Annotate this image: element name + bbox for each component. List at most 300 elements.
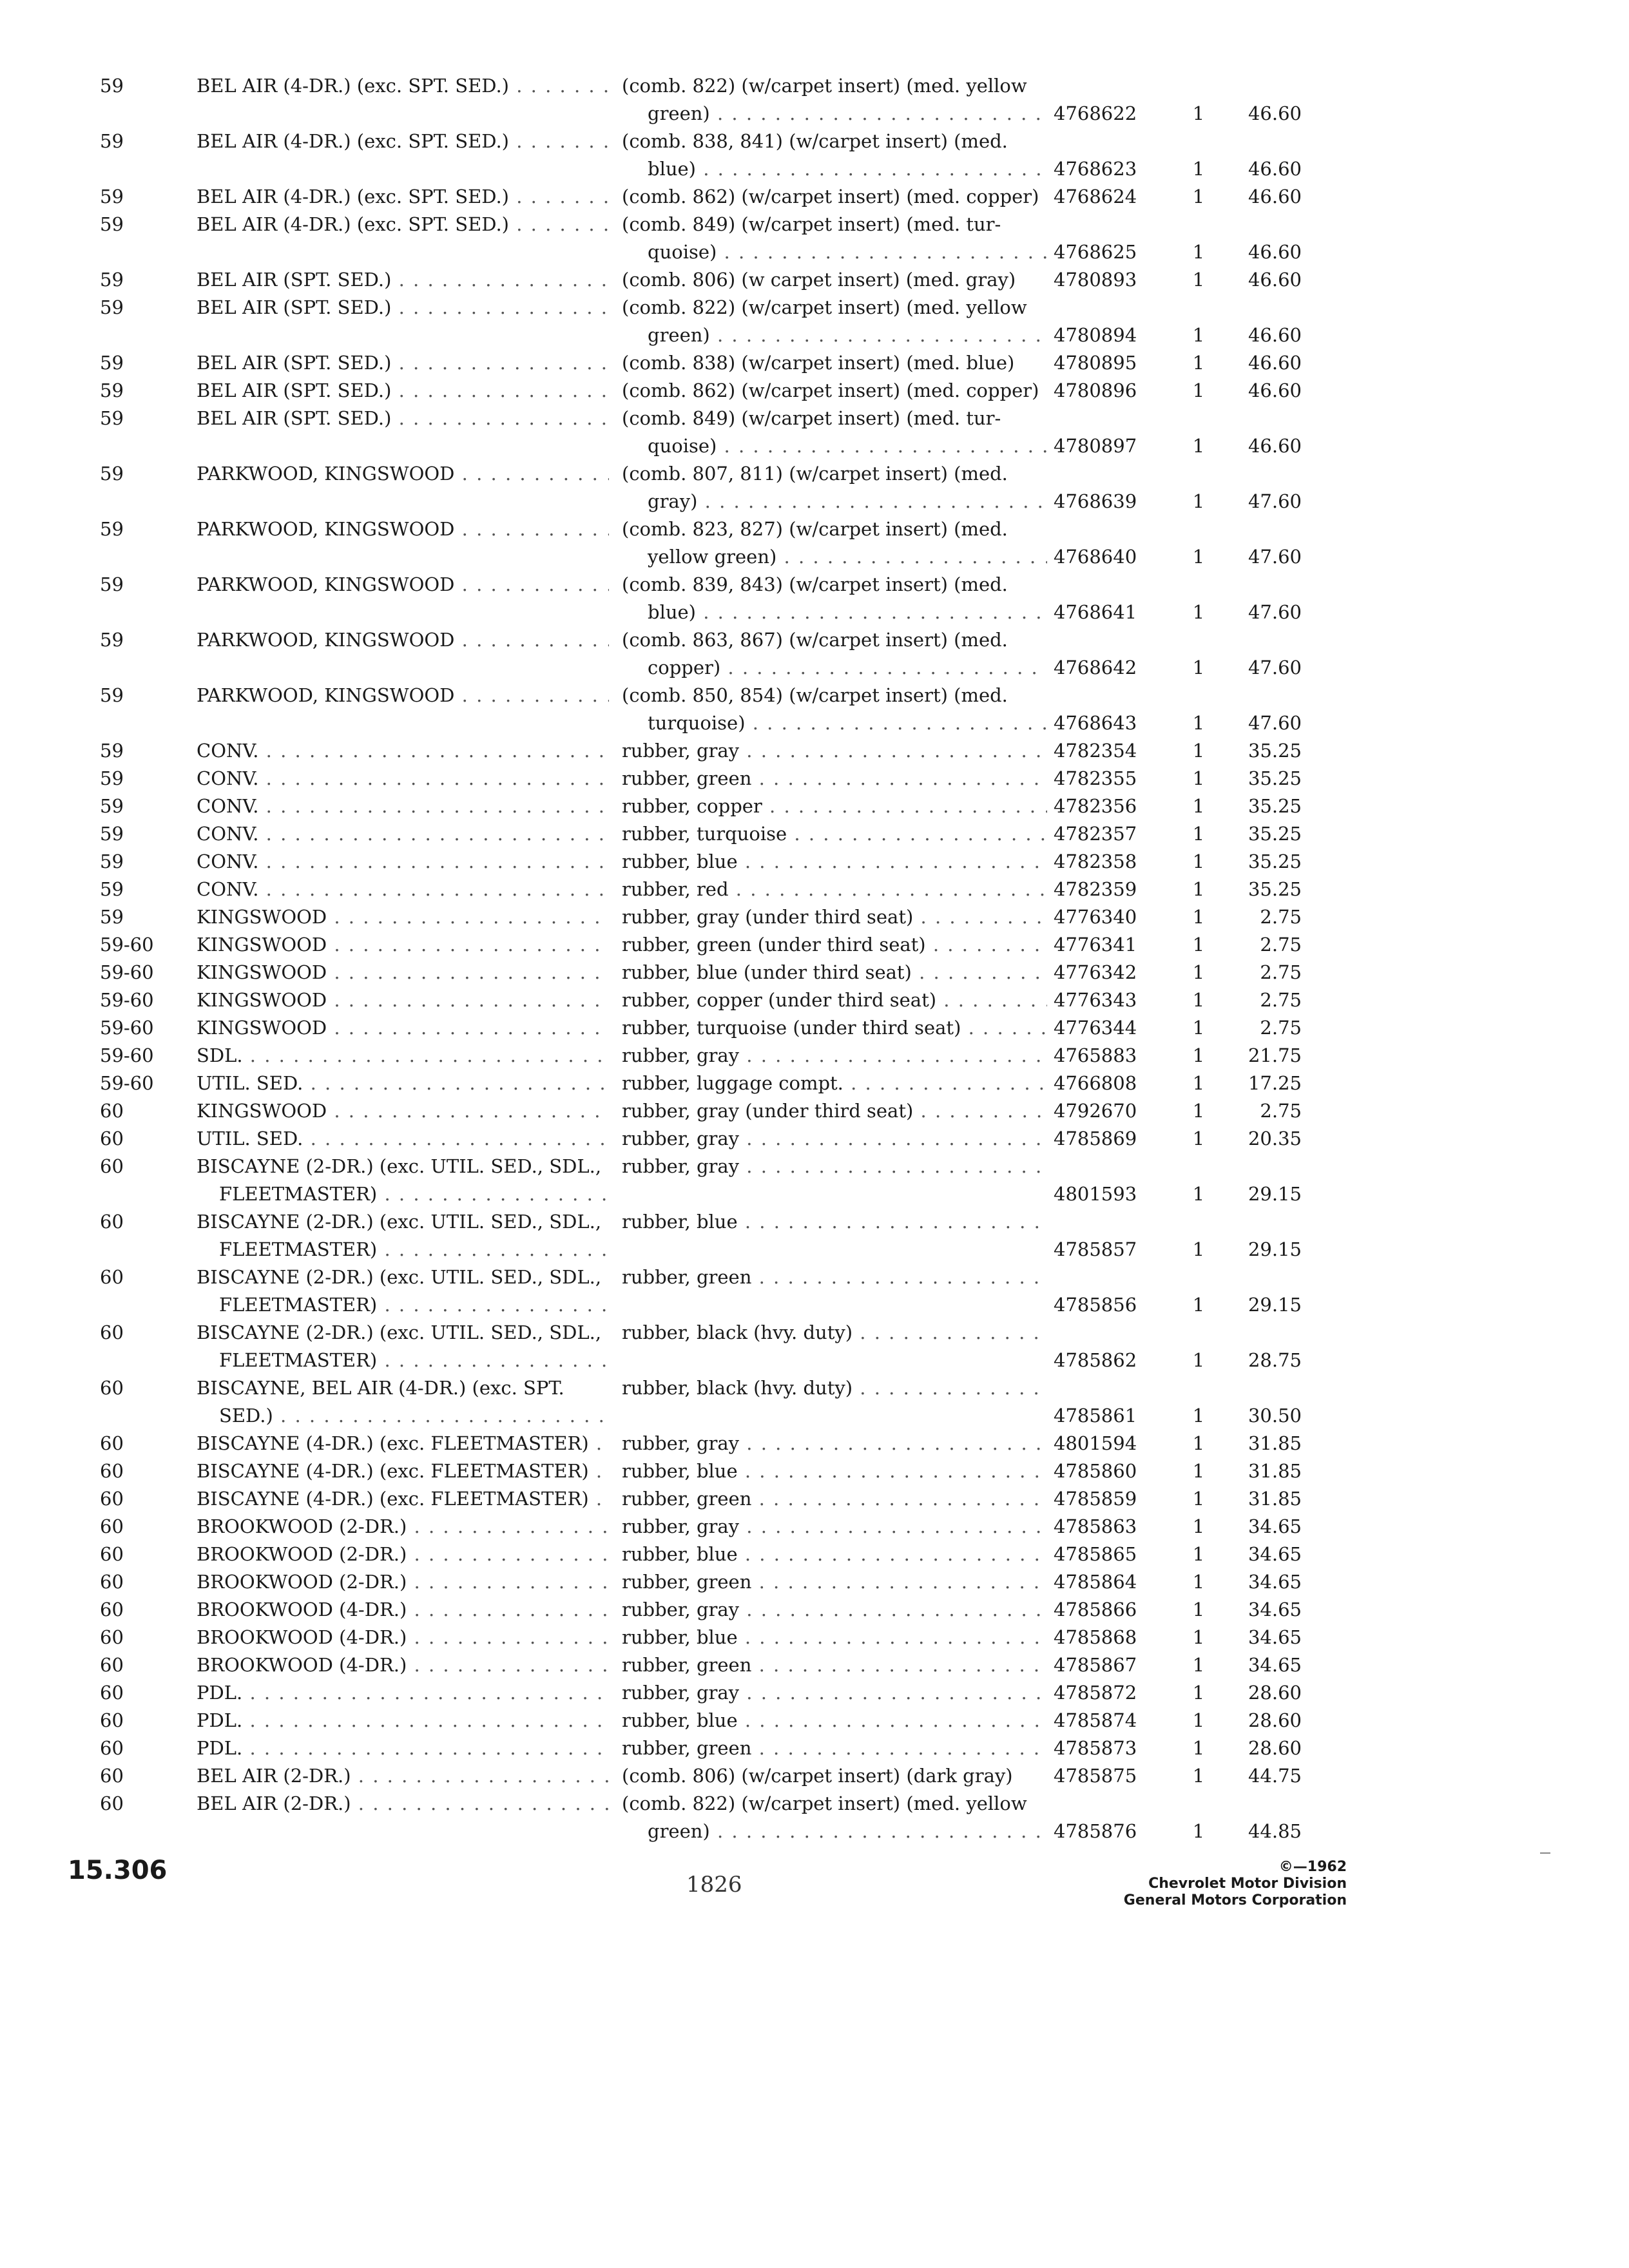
part-number: 4785860 — [1054, 1460, 1137, 1482]
quantity: 1 — [1192, 1543, 1205, 1565]
corporation-name: General Motors Corporation — [1123, 1892, 1347, 1908]
quantity: 1 — [1192, 1488, 1205, 1510]
model-name — [197, 931, 609, 959]
price: 46.60 — [1248, 352, 1302, 374]
part-number: 4785863 — [1054, 1515, 1137, 1537]
description-line: rubber, gray — [622, 1128, 740, 1149]
part-description — [609, 793, 1047, 820]
description-line: rubber, green — [622, 1737, 752, 1759]
model-name-line: BISCAYNE (2-DR.) (exc. UTIL. SED., SDL., — [197, 1211, 602, 1233]
quantity: 1 — [1192, 1432, 1205, 1454]
quantity: 1 — [1192, 1349, 1205, 1371]
description-line: quoise) — [648, 241, 717, 263]
model-name — [197, 377, 609, 405]
price: 47.60 — [1248, 546, 1302, 568]
model-year: 59 — [100, 130, 124, 152]
model-name — [197, 848, 609, 876]
model-name — [197, 1208, 609, 1264]
model-name — [197, 1457, 609, 1485]
part-number: 4785872 — [1054, 1682, 1137, 1704]
model-name-line: CONV. — [197, 740, 259, 762]
price: 44.75 — [1248, 1765, 1302, 1787]
price: 17.25 — [1248, 1072, 1302, 1094]
model-name-line: BEL AIR (SPT. SED.) — [197, 269, 392, 291]
model-name-line: BROOKWOOD (4-DR.) — [197, 1654, 407, 1676]
model-name — [197, 959, 609, 986]
model-name-line: KINGSWOOD — [197, 906, 327, 928]
model-name-line: PARKWOOD, KINGSWOOD — [197, 629, 455, 651]
part-number: 4785859 — [1054, 1488, 1137, 1510]
part-description — [609, 72, 1047, 128]
catalog-row — [64, 1264, 1353, 1319]
part-number: 4782355 — [1054, 767, 1137, 789]
description-line: blue) — [648, 601, 696, 623]
catalog-row — [64, 931, 1353, 959]
description-line: rubber, red — [622, 878, 729, 900]
part-number: 4785875 — [1054, 1765, 1137, 1787]
catalog-row — [64, 128, 1353, 183]
quantity: 1 — [1192, 906, 1205, 928]
model-name-line: PDL. — [197, 1709, 243, 1731]
part-description — [609, 1762, 1047, 1790]
model-name — [197, 1014, 609, 1042]
model-name — [197, 1513, 609, 1541]
catalog-row — [64, 349, 1353, 377]
part-description — [609, 211, 1047, 266]
part-description — [609, 405, 1047, 460]
price: 44.85 — [1248, 1820, 1302, 1842]
model-name-line: BEL AIR (4-DR.) (exc. SPT. SED.) — [197, 130, 509, 152]
part-number: 4785866 — [1054, 1599, 1137, 1620]
model-name — [197, 515, 609, 543]
part-description — [609, 515, 1047, 571]
model-name — [197, 211, 609, 238]
price: 46.60 — [1248, 324, 1302, 346]
quantity: 1 — [1192, 601, 1205, 623]
model-year: 60 — [100, 1266, 124, 1288]
part-number: 4785865 — [1054, 1543, 1137, 1565]
part-number: 4768643 — [1054, 712, 1137, 734]
part-description — [609, 1513, 1047, 1541]
quantity: 1 — [1192, 850, 1205, 872]
model-name-line: BISCAYNE (4-DR.) (exc. FLEETMASTER) — [197, 1488, 589, 1510]
catalog-row — [64, 737, 1353, 765]
model-name-line: BISCAYNE (4-DR.) (exc. FLEETMASTER) — [197, 1432, 589, 1454]
description-line: (comb. 863, 867) (w/carpet insert) (med. — [622, 629, 1008, 651]
model-name — [197, 1624, 609, 1651]
model-name — [197, 1374, 609, 1430]
model-year: 59 — [100, 573, 124, 595]
catalog-row — [64, 72, 1353, 128]
model-year: 59-60 — [100, 934, 154, 956]
part-number: 4780893 — [1054, 269, 1137, 291]
price: 34.65 — [1248, 1654, 1302, 1676]
quantity: 1 — [1192, 712, 1205, 734]
quantity: 1 — [1192, 878, 1205, 900]
part-number: 4780896 — [1054, 380, 1137, 401]
description-line: (comb. 822) (w/carpet insert) (med. yellow — [622, 75, 1027, 97]
description-line: rubber, luggage compt. — [622, 1072, 843, 1094]
quantity: 1 — [1192, 435, 1205, 457]
catalog-row — [64, 1070, 1353, 1097]
price: 35.25 — [1248, 878, 1302, 900]
catalog-row — [64, 1485, 1353, 1513]
model-year: 60 — [100, 1515, 124, 1537]
description-line: rubber, green — [622, 1488, 752, 1510]
description-line: rubber, blue — [622, 1460, 738, 1482]
model-year: 60 — [100, 1211, 124, 1233]
model-name — [197, 72, 609, 100]
model-year: 60 — [100, 1321, 124, 1343]
price: 46.60 — [1248, 186, 1302, 207]
part-description — [609, 737, 1047, 765]
part-description — [609, 1264, 1047, 1291]
part-description — [609, 1014, 1047, 1042]
description-line: rubber, gray (under third seat) — [622, 906, 914, 928]
quantity: 1 — [1192, 1820, 1205, 1842]
price: 31.85 — [1248, 1432, 1302, 1454]
quantity: 1 — [1192, 1709, 1205, 1731]
model-name — [197, 1485, 609, 1513]
model-name — [197, 1707, 609, 1735]
catalog-row — [64, 986, 1353, 1014]
price: 46.60 — [1248, 435, 1302, 457]
description-line: rubber, copper — [622, 795, 762, 817]
catalog-row — [64, 1651, 1353, 1679]
catalog-row — [64, 1735, 1353, 1762]
part-description — [609, 1070, 1047, 1097]
model-name-line: BEL AIR (SPT. SED.) — [197, 352, 392, 374]
model-year: 59 — [100, 186, 124, 207]
model-name-line: BEL AIR (4-DR.) (exc. SPT. SED.) — [197, 186, 509, 207]
price: 31.85 — [1248, 1460, 1302, 1482]
quantity: 1 — [1192, 1599, 1205, 1620]
description-line: green) — [648, 1820, 710, 1842]
part-number: 4785862 — [1054, 1349, 1137, 1371]
description-line: (comb. 850, 854) (w/carpet insert) (med. — [622, 684, 1008, 706]
quantity: 1 — [1192, 186, 1205, 207]
part-number: 4785876 — [1054, 1820, 1137, 1842]
description-line: green) — [648, 102, 710, 124]
model-name-line: KINGSWOOD — [197, 961, 327, 983]
model-name — [197, 266, 609, 294]
model-name — [197, 1568, 609, 1596]
description-line: rubber, blue — [622, 1211, 738, 1233]
catalog-row — [64, 1457, 1353, 1485]
description-line: (comb. 838, 841) (w/carpet insert) (med. — [622, 130, 1008, 152]
part-description — [609, 820, 1047, 848]
price: 47.60 — [1248, 490, 1302, 512]
part-number: 4782357 — [1054, 823, 1137, 845]
model-name — [197, 1651, 609, 1679]
part-description — [609, 128, 1047, 183]
model-year: 59 — [100, 75, 124, 97]
model-name-line: CONV. — [197, 795, 259, 817]
model-name-line: FLEETMASTER) — [219, 1238, 378, 1260]
description-line: rubber, black (hvy. duty) — [622, 1377, 853, 1399]
part-description — [609, 460, 1047, 515]
price: 30.50 — [1248, 1405, 1302, 1427]
model-year: 59 — [100, 213, 124, 235]
catalog-row — [64, 1014, 1353, 1042]
quantity: 1 — [1192, 490, 1205, 512]
model-year: 59 — [100, 629, 124, 651]
quantity: 1 — [1192, 546, 1205, 568]
quantity: 1 — [1192, 158, 1205, 180]
part-description — [609, 1430, 1047, 1457]
part-number: 4785867 — [1054, 1654, 1137, 1676]
part-number: 4782356 — [1054, 795, 1137, 817]
part-description — [609, 959, 1047, 986]
description-line: rubber, gray — [622, 1515, 740, 1537]
model-name — [197, 1541, 609, 1568]
part-description — [609, 1707, 1047, 1735]
model-name — [197, 876, 609, 903]
catalog-row — [64, 959, 1353, 986]
model-year: 60 — [100, 1765, 124, 1787]
model-year: 59-60 — [100, 1017, 154, 1039]
part-description — [609, 931, 1047, 959]
part-number: 4768640 — [1054, 546, 1137, 568]
description-line: rubber, gray — [622, 1599, 740, 1620]
model-year: 60 — [100, 1599, 124, 1620]
price: 2.75 — [1260, 1017, 1302, 1039]
model-name — [197, 571, 609, 599]
quantity: 1 — [1192, 1626, 1205, 1648]
model-year: 59 — [100, 352, 124, 374]
description-line: rubber, green — [622, 1654, 752, 1676]
description-line: rubber, gray (under third seat) — [622, 1100, 914, 1122]
model-year: 59 — [100, 380, 124, 401]
model-year: 59 — [100, 850, 124, 872]
part-description — [609, 1457, 1047, 1485]
part-number: 4785864 — [1054, 1571, 1137, 1593]
model-name-line: SDL. — [197, 1044, 243, 1066]
price: 35.25 — [1248, 823, 1302, 845]
model-name-line: BEL AIR (SPT. SED.) — [197, 407, 392, 429]
price: 34.65 — [1248, 1543, 1302, 1565]
part-description — [609, 626, 1047, 682]
part-description — [609, 1485, 1047, 1513]
quantity: 1 — [1192, 795, 1205, 817]
catalog-row — [64, 1097, 1353, 1125]
model-year: 59-60 — [100, 961, 154, 983]
model-year: 59 — [100, 684, 124, 706]
part-number: 4792670 — [1054, 1100, 1137, 1122]
model-name-line: PDL. — [197, 1682, 243, 1704]
catalog-row — [64, 1541, 1353, 1568]
margin-mark — [1540, 1852, 1550, 1854]
catalog-row — [64, 1125, 1353, 1153]
model-name — [197, 793, 609, 820]
model-year: 60 — [100, 1626, 124, 1648]
catalog-row — [64, 183, 1353, 211]
model-name — [197, 183, 609, 211]
model-name-line: KINGSWOOD — [197, 1100, 327, 1122]
model-year: 60 — [100, 1792, 124, 1814]
model-year: 59 — [100, 878, 124, 900]
model-year: 59-60 — [100, 1044, 154, 1066]
part-description — [609, 1319, 1047, 1347]
part-description — [609, 876, 1047, 903]
catalog-row — [64, 1042, 1353, 1070]
model-name-line: CONV. — [197, 878, 259, 900]
part-number: 4768625 — [1054, 241, 1137, 263]
price: 35.25 — [1248, 795, 1302, 817]
part-number: 4765883 — [1054, 1044, 1137, 1066]
model-name — [197, 349, 609, 377]
model-year: 59 — [100, 740, 124, 762]
part-description — [609, 1374, 1047, 1402]
catalog-row — [64, 1319, 1353, 1374]
price: 28.60 — [1248, 1682, 1302, 1704]
part-description — [609, 986, 1047, 1014]
model-year: 60 — [100, 1432, 124, 1454]
catalog-row — [64, 1624, 1353, 1651]
quantity: 1 — [1192, 1128, 1205, 1149]
description-line: rubber, turquoise — [622, 823, 787, 845]
price: 2.75 — [1260, 906, 1302, 928]
description-line: (comb. 862) (w/carpet insert) (med. copper) — [622, 186, 1039, 207]
description-line: (comb. 806) (w/carpet insert) (dark gray) — [622, 1765, 1013, 1787]
model-name-line: BISCAYNE (2-DR.) (exc. UTIL. SED., SDL., — [197, 1321, 602, 1343]
quantity: 1 — [1192, 241, 1205, 263]
page-number: 1826 — [686, 1872, 742, 1898]
model-year: 60 — [100, 1737, 124, 1759]
model-name — [197, 986, 609, 1014]
price: 35.25 — [1248, 850, 1302, 872]
model-name — [197, 1070, 609, 1097]
model-name-line: SED.) — [219, 1405, 273, 1427]
part-number: 4768622 — [1054, 102, 1137, 124]
catalog-row — [64, 1513, 1353, 1541]
description-line: (comb. 807, 811) (w/carpet insert) (med. — [622, 463, 1008, 485]
price: 35.25 — [1248, 740, 1302, 762]
model-name-line: PARKWOOD, KINGSWOOD — [197, 684, 455, 706]
model-name-line: BEL AIR (4-DR.) (exc. SPT. SED.) — [197, 75, 509, 97]
model-year: 60 — [100, 1682, 124, 1704]
model-year: 60 — [100, 1377, 124, 1399]
catalog-row — [64, 1430, 1353, 1457]
model-name-line: CONV. — [197, 850, 259, 872]
model-name — [197, 1125, 609, 1153]
model-name — [197, 682, 609, 709]
description-line: (comb. 838) (w/carpet insert) (med. blue) — [622, 352, 1015, 374]
model-year: 60 — [100, 1654, 124, 1676]
model-name — [197, 820, 609, 848]
price: 29.15 — [1248, 1183, 1302, 1205]
part-description — [609, 571, 1047, 626]
part-description — [609, 294, 1047, 349]
model-year: 59 — [100, 518, 124, 540]
model-name — [197, 1735, 609, 1762]
part-number: 4782359 — [1054, 878, 1137, 900]
price: 46.60 — [1248, 269, 1302, 291]
catalog-row — [64, 460, 1353, 515]
description-line: (comb. 849) (w/carpet insert) (med. tur- — [622, 407, 1001, 429]
description-line: rubber, green (under third seat) — [622, 934, 926, 956]
model-year: 59 — [100, 823, 124, 845]
part-description — [609, 349, 1047, 377]
model-name-line: PARKWOOD, KINGSWOOD — [197, 463, 455, 485]
catalog-row — [64, 405, 1353, 460]
model-name-line: FLEETMASTER) — [219, 1183, 378, 1205]
part-number: 4776344 — [1054, 1017, 1137, 1039]
model-year: 59 — [100, 767, 124, 789]
part-description — [609, 1097, 1047, 1125]
part-description — [609, 903, 1047, 931]
quantity: 1 — [1192, 989, 1205, 1011]
part-number: 4776343 — [1054, 989, 1137, 1011]
part-number: 4768639 — [1054, 490, 1137, 512]
part-description — [609, 682, 1047, 737]
parts-catalog-list — [64, 72, 1353, 1845]
quantity: 1 — [1192, 380, 1205, 401]
copyright-block — [1095, 1859, 1347, 1909]
model-name-line: BISCAYNE (4-DR.) (exc. FLEETMASTER) — [197, 1460, 589, 1482]
part-number: 4785869 — [1054, 1128, 1137, 1149]
catalog-row — [64, 682, 1353, 737]
description-line: rubber, blue — [622, 1709, 738, 1731]
quantity: 1 — [1192, 1765, 1205, 1787]
part-number: 4776342 — [1054, 961, 1137, 983]
division-name: Chevrolet Motor Division — [1148, 1876, 1347, 1892]
quantity: 1 — [1192, 324, 1205, 346]
part-description — [609, 1568, 1047, 1596]
part-number: 4782358 — [1054, 850, 1137, 872]
catalog-row — [64, 1596, 1353, 1624]
quantity: 1 — [1192, 1682, 1205, 1704]
description-line: (comb. 849) (w/carpet insert) (med. tur- — [622, 213, 1001, 235]
quantity: 1 — [1192, 269, 1205, 291]
description-line: green) — [648, 324, 710, 346]
model-name-line: UTIL. SED. — [197, 1072, 304, 1094]
catalog-row — [64, 793, 1353, 820]
model-year: 59-60 — [100, 989, 154, 1011]
part-number: 4768624 — [1054, 186, 1137, 207]
catalog-row — [64, 1790, 1353, 1845]
model-name-line: BROOKWOOD (4-DR.) — [197, 1599, 407, 1620]
model-year: 59-60 — [100, 1072, 154, 1094]
description-line: rubber, blue — [622, 1543, 738, 1565]
model-name — [197, 1790, 609, 1818]
model-year: 59 — [100, 795, 124, 817]
model-name-line: FLEETMASTER) — [219, 1294, 378, 1316]
quantity: 1 — [1192, 1405, 1205, 1427]
description-line: (comb. 862) (w/carpet insert) (med. copper) — [622, 380, 1039, 401]
model-name-line: BISCAYNE (2-DR.) (exc. UTIL. SED., SDL., — [197, 1266, 602, 1288]
price: 46.60 — [1248, 158, 1302, 180]
model-name-line: PDL. — [197, 1737, 243, 1759]
model-year: 59 — [100, 463, 124, 485]
catalog-row — [64, 626, 1353, 682]
part-description — [609, 1208, 1047, 1236]
price: 34.65 — [1248, 1626, 1302, 1648]
catalog-row — [64, 1208, 1353, 1264]
model-name-line: KINGSWOOD — [197, 989, 327, 1011]
part-number: 4768623 — [1054, 158, 1137, 180]
catalog-row — [64, 211, 1353, 266]
model-name — [197, 737, 609, 765]
price: 46.60 — [1248, 102, 1302, 124]
description-line: rubber, blue — [622, 850, 738, 872]
part-description — [609, 1735, 1047, 1762]
part-number: 4780897 — [1054, 435, 1137, 457]
quantity: 1 — [1192, 1183, 1205, 1205]
part-number: 4785861 — [1054, 1405, 1137, 1427]
model-name — [197, 1042, 609, 1070]
description-line: rubber, gray — [622, 1044, 740, 1066]
